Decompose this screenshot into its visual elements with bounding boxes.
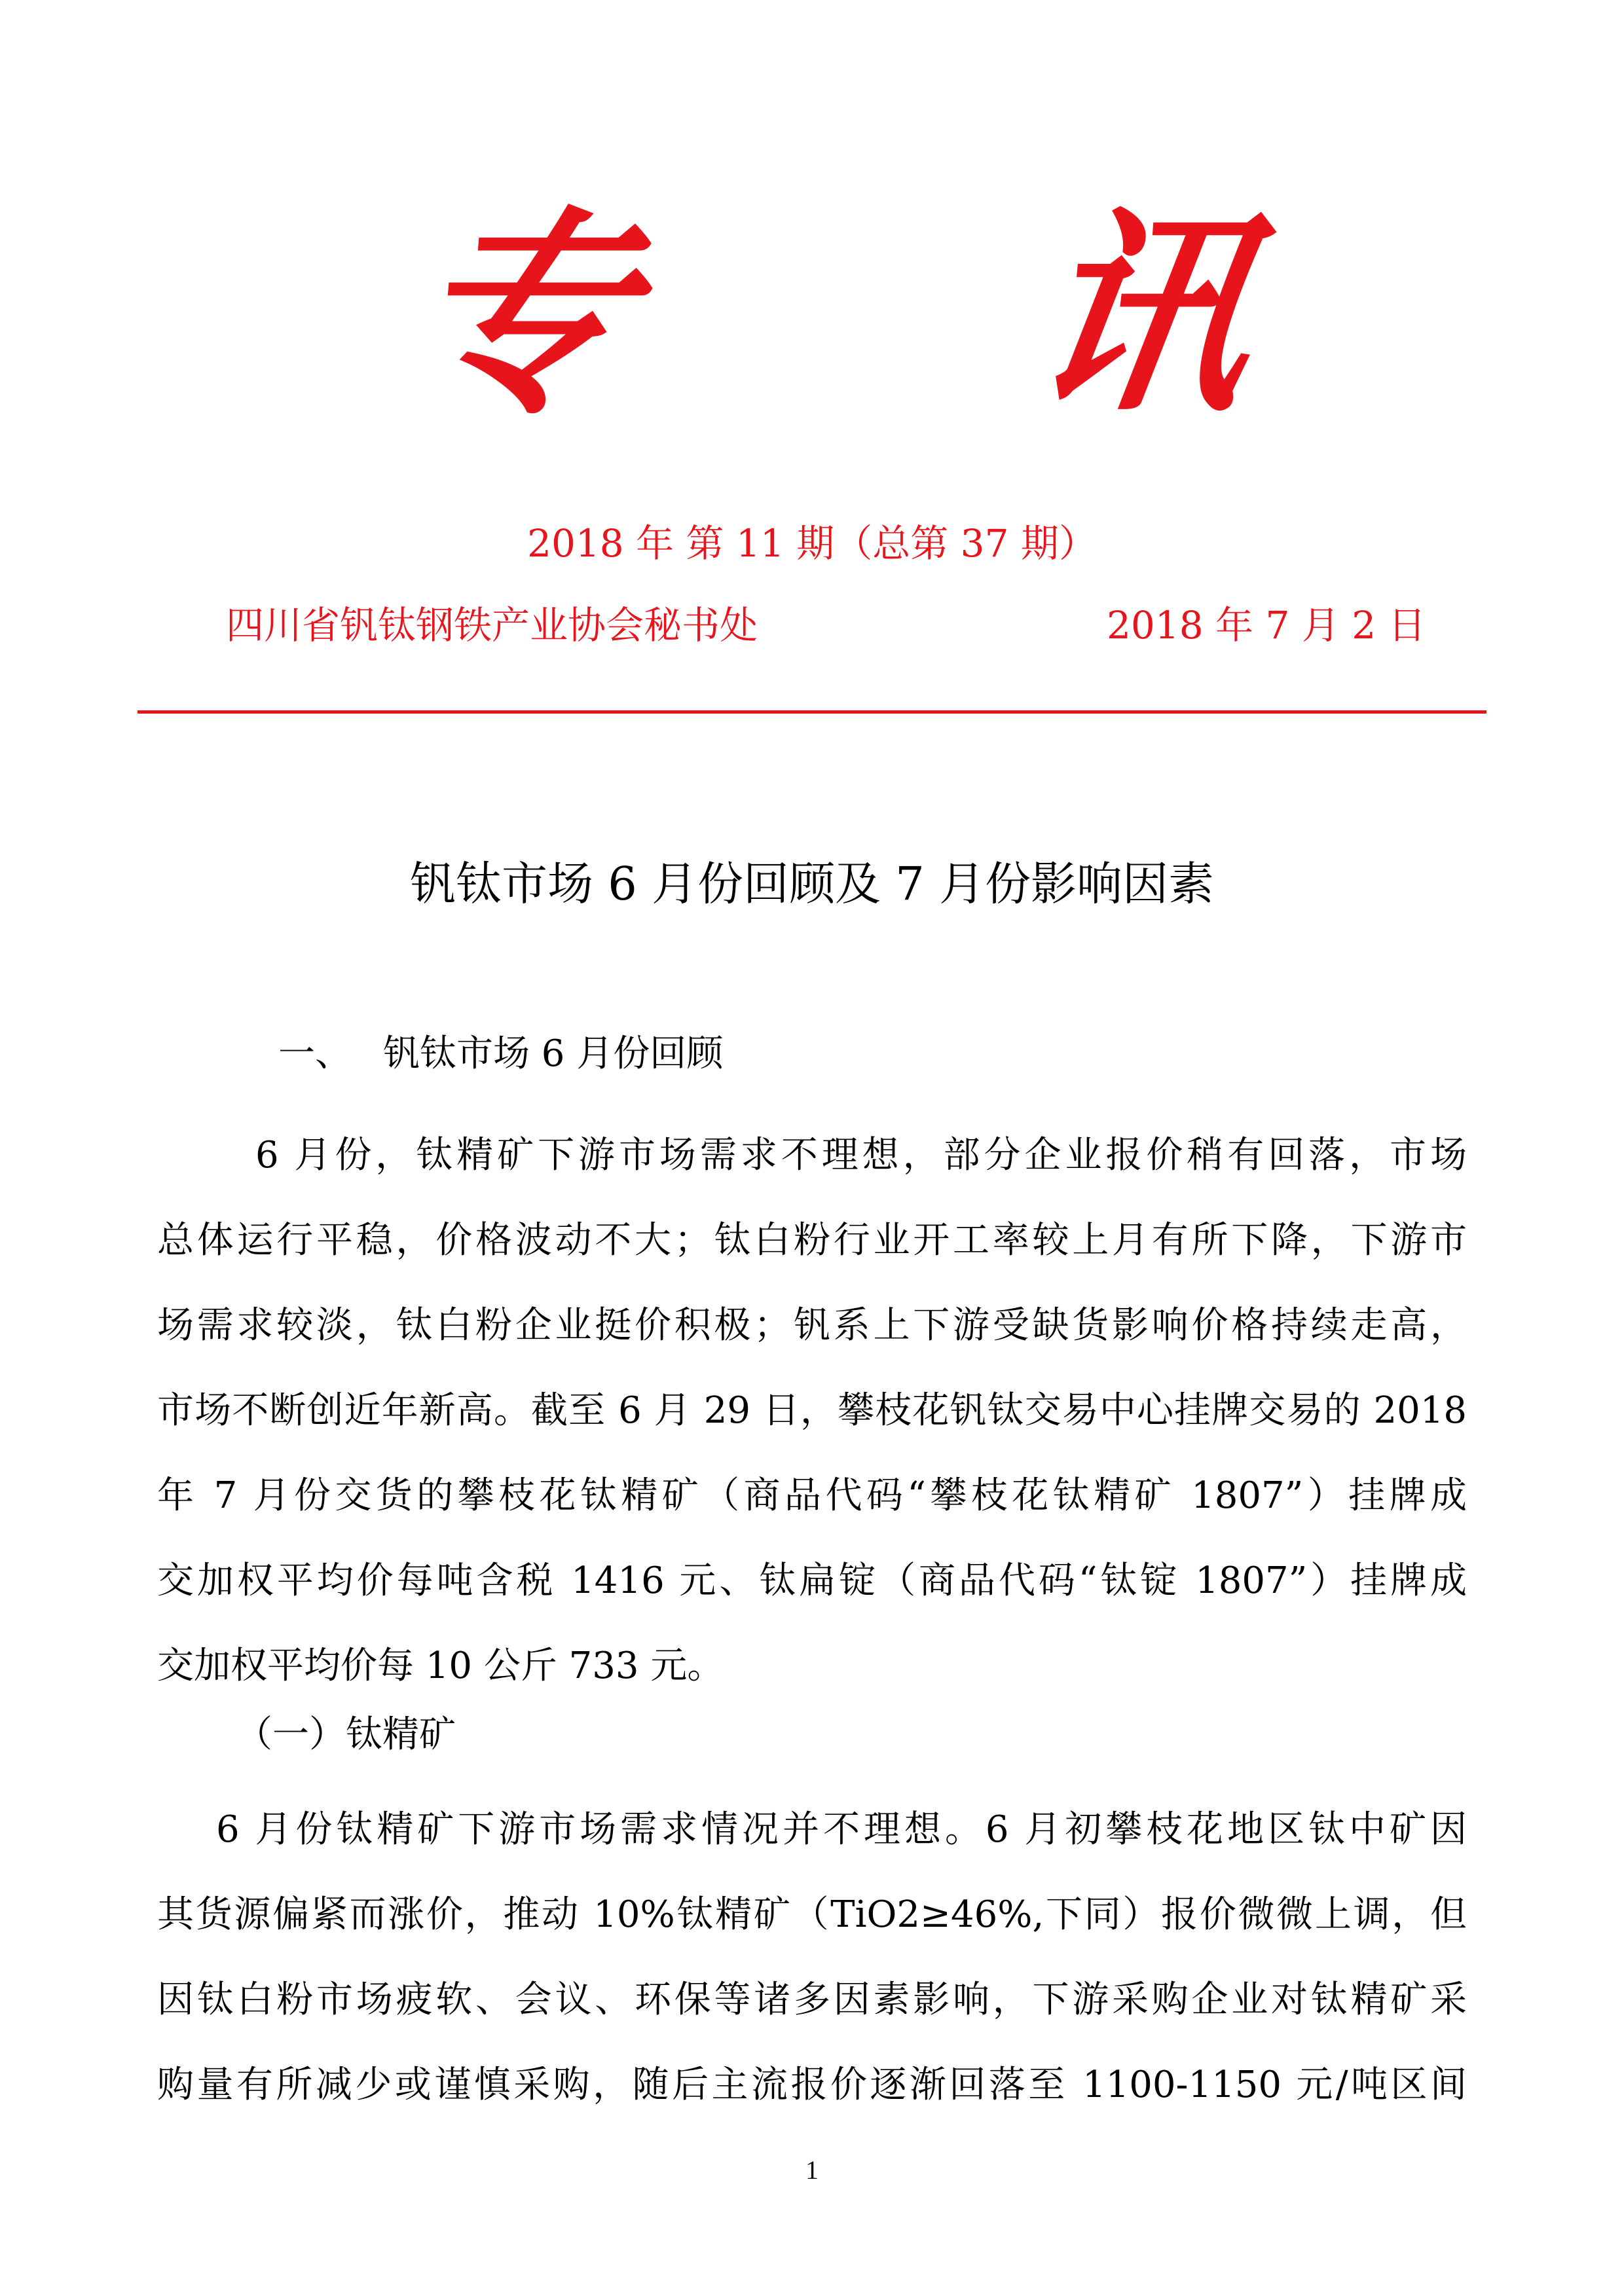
paragraph-line: 年 7 月份交货的攀枝花钛精矿（商品代码“攀枝花钛精矿 1807”）挂牌成 (157, 1474, 1467, 1517)
document-title: 钒钛市场 6 月份回顾及 7 月份影响因素 (409, 857, 1215, 911)
section-number: 一、 (278, 1032, 352, 1075)
paragraph-line: 总体运行平稳，价格波动不大；钛白粉行业开工率较上月有所下降，下游市 (157, 1219, 1467, 1262)
section-heading (278, 1028, 723, 1080)
paragraph-line: 交加权平均价每吨含税 1416 元、钛扁锭（商品代码“钛锭 1807”）挂牌成 (157, 1559, 1467, 1602)
page-number: 1 (805, 2155, 819, 2185)
section-heading-text: 钒钛市场 6 月份回顾 (383, 1032, 724, 1075)
paragraph-line: 购量有所减少或谨慎采购，随后主流报价逐渐回落至 1100-1150 元/吨区间 (157, 2064, 1467, 2106)
paragraph-line: 场需求较淡，钛白粉企业挺价积极；钒系上下游受缺货影响价格持续走高， (157, 1304, 1467, 1347)
paragraph-line: 6 月份钛精矿下游市场需求情况并不理想。6 月初攀枝花地区钛中矿因 (216, 1808, 1467, 1851)
subsection-paragraph (157, 1787, 1467, 2128)
masthead-char-zhuan: 专 (394, 187, 647, 441)
issuer-name: 四川省钒钛钢铁产业协会秘书处 (226, 603, 758, 647)
paragraph-line: 市场不断创近年新高。截至 6 月 29 日，攀枝花钒钛交易中心挂牌交易的 2018 (157, 1389, 1467, 1432)
masthead-char-xun: 讯 (1016, 187, 1269, 441)
masthead (0, 187, 1624, 441)
paragraph-line: 因钛白粉市场疲软、会议、环保等诸多因素影响，下游采购企业对钛精矿采 (157, 1978, 1467, 2021)
paragraph-line: 其货源偏紧而涨价，推动 10%钛精矿（TiO2≥46%,下同）报价微微上调，但 (157, 1893, 1467, 1936)
paragraph-line: 6 月份，钛精矿下游市场需求不理想，部分企业报价稍有回落，市场 (255, 1134, 1467, 1176)
header-divider (138, 710, 1486, 714)
section-paragraph (157, 1113, 1467, 1709)
issue-date: 2018 年 7 月 2 日 (1107, 603, 1426, 647)
paragraph-line: 交加权平均价每 10 公斤 733 元。 (157, 1645, 724, 1687)
subsection-heading: （一）钛精矿 (236, 1713, 456, 1756)
issue-number: 2018 年 第 11 期（总第 37 期） (527, 521, 1097, 566)
